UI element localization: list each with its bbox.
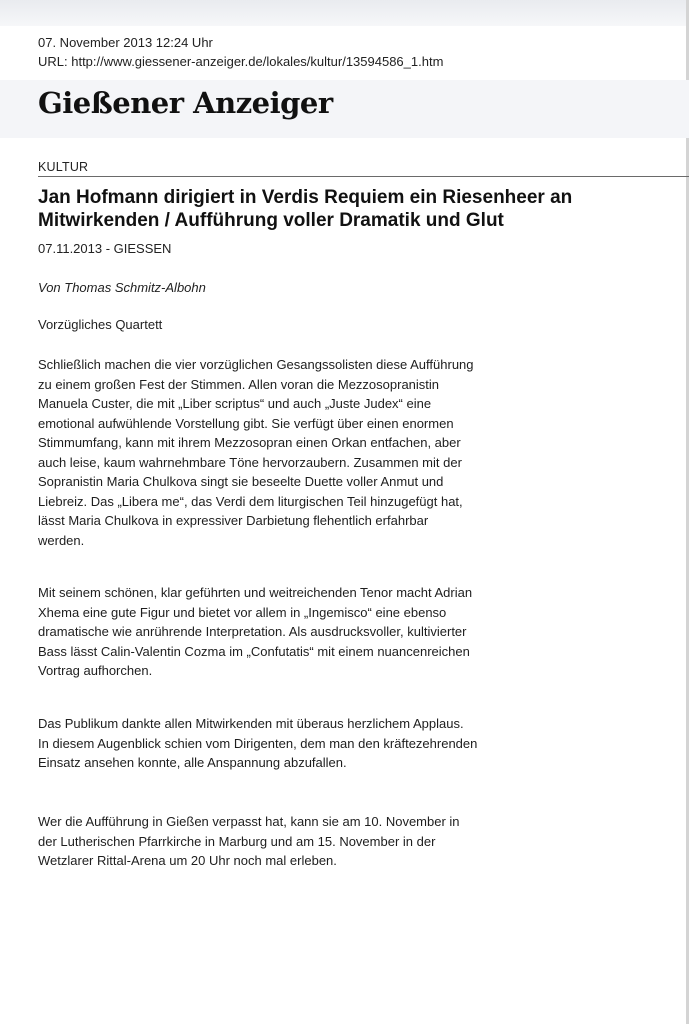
article-byline: Von Thomas Schmitz-Albohn: [38, 280, 206, 295]
article-paragraph: Mit seinem schönen, klar geführten und weitreichenden Tenor macht Adrian Xhema eine gute Figur und bietet vor allem in „Ingemisco“ eine ebenso dramatische wie anrührende Interpretation. Als ausdrucksvoller, kultivierter Bass lässt Calin-Valentin Cozma im „Confutatis“ mit einem nuancenreichen Vortrag aufhorchen.: [38, 585, 473, 678]
article-paragraph: Schließlich machen die vier vorzüglichen Gesangssolisten diese Aufführung zu einem großen Fest der Stimmen. Allen voran die Mezzosopranistin Manuela Custer, die mit „Liber scriptus“ und auch „Juste Judex“ eine emotional aufwühlende Vorstellung gibt. Sie verfügt über einen enormen Stimmumfang, kann mit ihrem Mezzosopran einen Orkan entfachen, aber auch leise, kaum wahrnehmbare Töne hervorzaubern. Zusammen mit der Sopranistin Maria Chulkova singt sie beseelte Duette voller Anmut und Liebreiz. Das „Libera me“, das Verdi dem liturgischen Teil hinzugefügt hat, lässt Maria Chulkova in expressiver Darbietung flehentlich erfahrbar werden.: [38, 357, 474, 548]
article-paragraph: Das Publikum dankte allen Mitwirkenden mit überaus herzlichem Applaus. In diesem Augenblick schien vom Dirigenten, dem man den kräftezehrenden Einsatz ansehen konnte, alle Anspannung abzufallen.: [38, 716, 478, 770]
article-subheading: Vorzügliches Quartett: [38, 317, 163, 332]
scan-top-edge: [0, 0, 689, 26]
section-label: KULTUR: [38, 160, 89, 174]
article-paragraph: Wer die Aufführung in Gießen verpasst hat, kann sie am 10. November in der Lutherischen Pfarrkirche in Marburg und am 15. November in der Wetzlarer Rittal-Arena um 20 Uhr noch mal erleben.: [38, 814, 460, 868]
article-dateline: 07.11.2013 - GIESSEN: [38, 241, 172, 256]
print-url: URL: http://www.giessener-anzeiger.de/lokales/kultur/13594586_1.htm: [38, 54, 444, 69]
section-divider: [38, 176, 689, 177]
newspaper-logo: Gießener Anzeiger: [38, 86, 333, 120]
print-datetime: 07. November 2013 12:24 Uhr: [38, 35, 213, 50]
article-headline: Jan Hofmann dirigiert in Verdis Requiem ein Riesenheer an Mitwirkenden / Aufführung voller Dramatik und Glut: [38, 187, 573, 231]
